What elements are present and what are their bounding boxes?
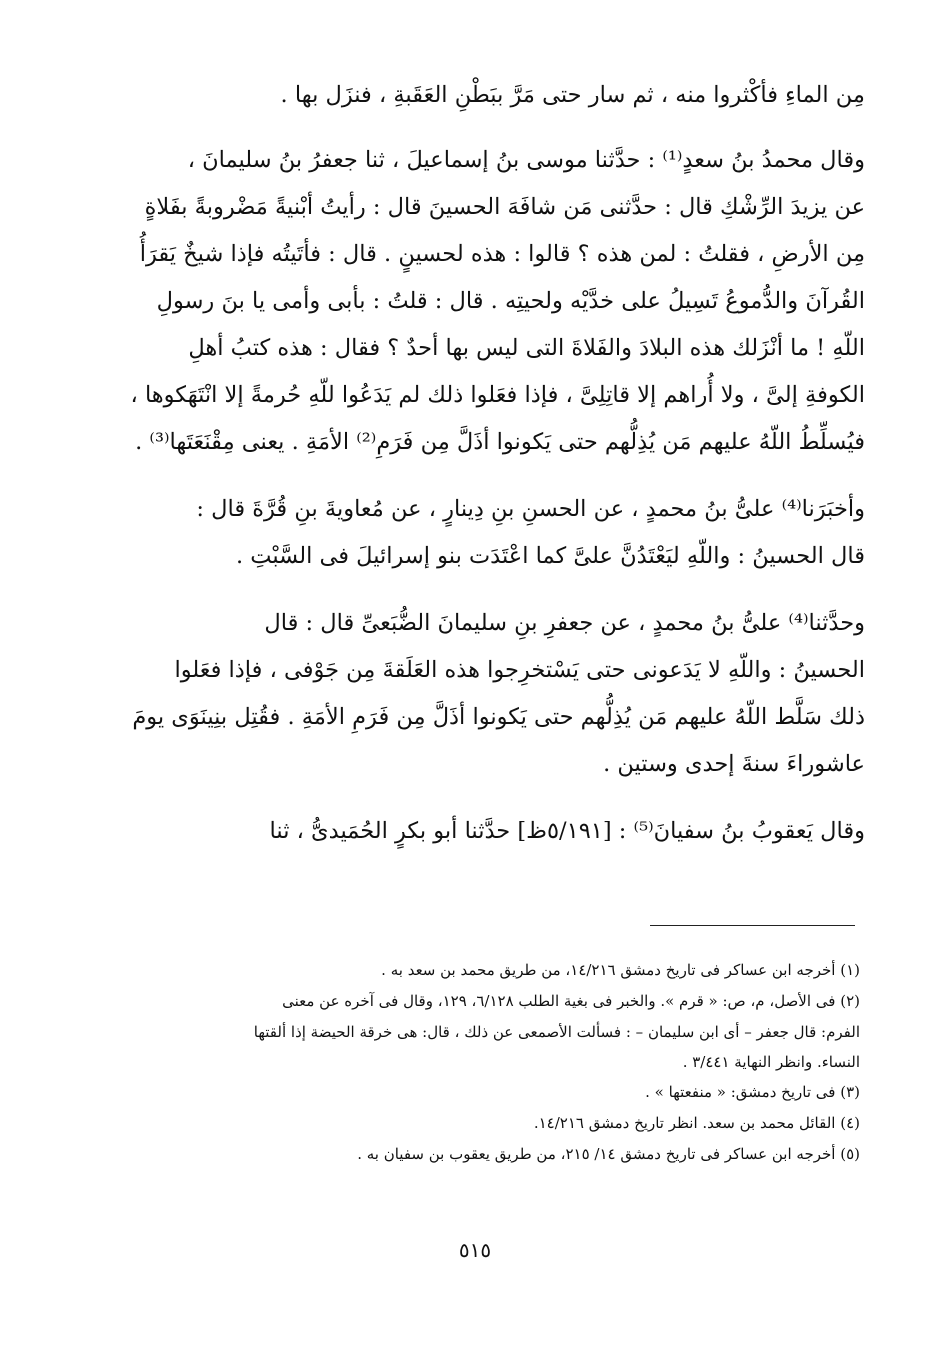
footnotes bbox=[210, 955, 860, 1170]
footnote bbox=[210, 1139, 860, 1170]
text-line: الكوفةِ إلىَّ ، ولا أُراهم إلا قاتِلِىَّ ، فإذا فعَلوا ذلك لم يَدَعُوا للّهِ حُرمةً إلا انْتَهَكوها ، bbox=[130, 382, 865, 408]
text-line: اللّهِ ! ما أنْزَلك هذه البلادَ والفَلاةَ التى ليس بها أحدٌ ؟ فقال : هذه كتبُ أهلِ bbox=[188, 335, 865, 361]
text-line: ذلك سَلَّط اللّهُ عليهم مَن يُذِلُّهم حتى يَكونوا أذَلَّ مِن فَرَمِ الأمَةِ . فقُتِل بنِينَوَى يومَ bbox=[132, 704, 865, 730]
footnote-separator bbox=[650, 925, 855, 926]
page-number: ٥١٥ bbox=[458, 1238, 492, 1262]
footnote-line: النساء. وانظر النهاية ٣/٤٤١ . bbox=[682, 1053, 860, 1071]
text-line: عاشوراءَ سنةَ إحدى وستين . bbox=[603, 751, 865, 777]
paragraph bbox=[130, 137, 865, 466]
text-line: الحسينُ : واللّهِ لا يَدَعونى حتى يَسْتخرِجوا هذه العَلَقةَ مِن جَوْفى ، فإذا فعَلوا bbox=[174, 657, 865, 683]
footnote bbox=[210, 955, 860, 986]
text-line: مِن الماءِ فأكْثروا منه ، ثم سار حتى مَرَّ ببَطْنِ العَقَبةِ ، فنزَل بها . bbox=[280, 82, 865, 108]
paragraph bbox=[132, 600, 865, 788]
footnote-line: الفرم: قال جعفر – أى ابن سليمان – : فسألت الأصمعى عن ذلك ، قال: هى خرقة الحيضة إذا ألقتها bbox=[253, 1023, 860, 1041]
footnote-line: (٤) القائل محمد بن سعد. انظر تاريخ دمشق ١٤/٢١٦. bbox=[533, 1114, 860, 1132]
text-line: وأخبَرَنا⁽⁴⁾ علىُّ بنُ محمدٍ ، عن الحسنِ بنِ دِينارٍ ، عن مُعاويةَ بنِ قُرَّةَ قال : bbox=[196, 496, 865, 522]
text-line: فيُسلِّطُ اللّهُ عليهم مَن يُذِلُّهم حتى يَكونوا أذَلَّ مِن فَرَمِ⁽²⁾ الأمَةِ . يعنى مِقْنَعَتَها⁽³⁾ . bbox=[135, 429, 865, 455]
text-line: القُرآنَ والدُّموعُ تَسِيلُ على خدَّيْه ولحيتِه . قال : قلتُ : بأبى وأمى يا بنَ رسولِ bbox=[156, 288, 865, 314]
text-line: وقال محمدُ بنُ سعدٍ⁽¹⁾ : حدَّثنا موسى بنُ إسماعيلَ ، ثنا جعفرُ بنُ سليمانَ ، bbox=[187, 147, 865, 173]
main-text bbox=[130, 72, 865, 875]
footnote bbox=[210, 1077, 860, 1108]
footnote bbox=[210, 1108, 860, 1139]
text-line: مِن الأرضِ ، فقلتُ : لمن هذه ؟ قالوا : هذه لحسينٍ . قال : فأتَيتُه فإذا شيخٌ يَقرَأُ bbox=[139, 241, 865, 267]
text-line: وحدَّثنا⁽⁴⁾ علىُّ بنُ محمدٍ ، عن جعفرِ بنِ سليمانَ الضُّبَعىِّ قال : قال bbox=[264, 610, 865, 636]
footnote-line: (٥) أخرجه ابن عساكر فى تاريخ دمشق ١٤/ ٢١٥، من طريق يعقوب بن سفيان به . bbox=[357, 1145, 860, 1163]
footnote-line: (٢) فى الأصل، م، ص: « قرم ». والخبر فى بغية الطلب ٦/١٢٨، ١٢٩، وقال فى آخره عن معنى bbox=[282, 992, 860, 1010]
footnote-line: (٣) فى تاريخ دمشق: « منفعتها » . bbox=[645, 1083, 860, 1101]
text-line: قال الحسينُ : واللّهِ ليَعْتَدُنَّ علىَّ كما اعْتَدَت بنو إسرائيلَ فى السَّبْتِ . bbox=[235, 543, 865, 569]
text-line: عن يزيدَ الرِّشْكِ قال : حدَّثنى مَن شافَهَ الحسينَ قال : رأيتُ أبْنيةً مَضْروبةً بفَلاةٍ bbox=[144, 194, 865, 220]
paragraph bbox=[140, 486, 865, 580]
text-line: وقال يَعقوبُ بنُ سفيانَ⁽⁵⁾ : [٥/١٩١ظ] حدَّثنا أبو بكرٍ الحُمَيدىُّ ، ثنا bbox=[269, 818, 865, 844]
footnote-line: (١) أخرجه ابن عساكر فى تاريخ دمشق ١٤/٢١٦، من طريق محمد بن سعد به . bbox=[381, 961, 860, 979]
paragraph bbox=[140, 72, 865, 119]
footnote bbox=[210, 986, 860, 1077]
paragraph bbox=[140, 808, 865, 855]
